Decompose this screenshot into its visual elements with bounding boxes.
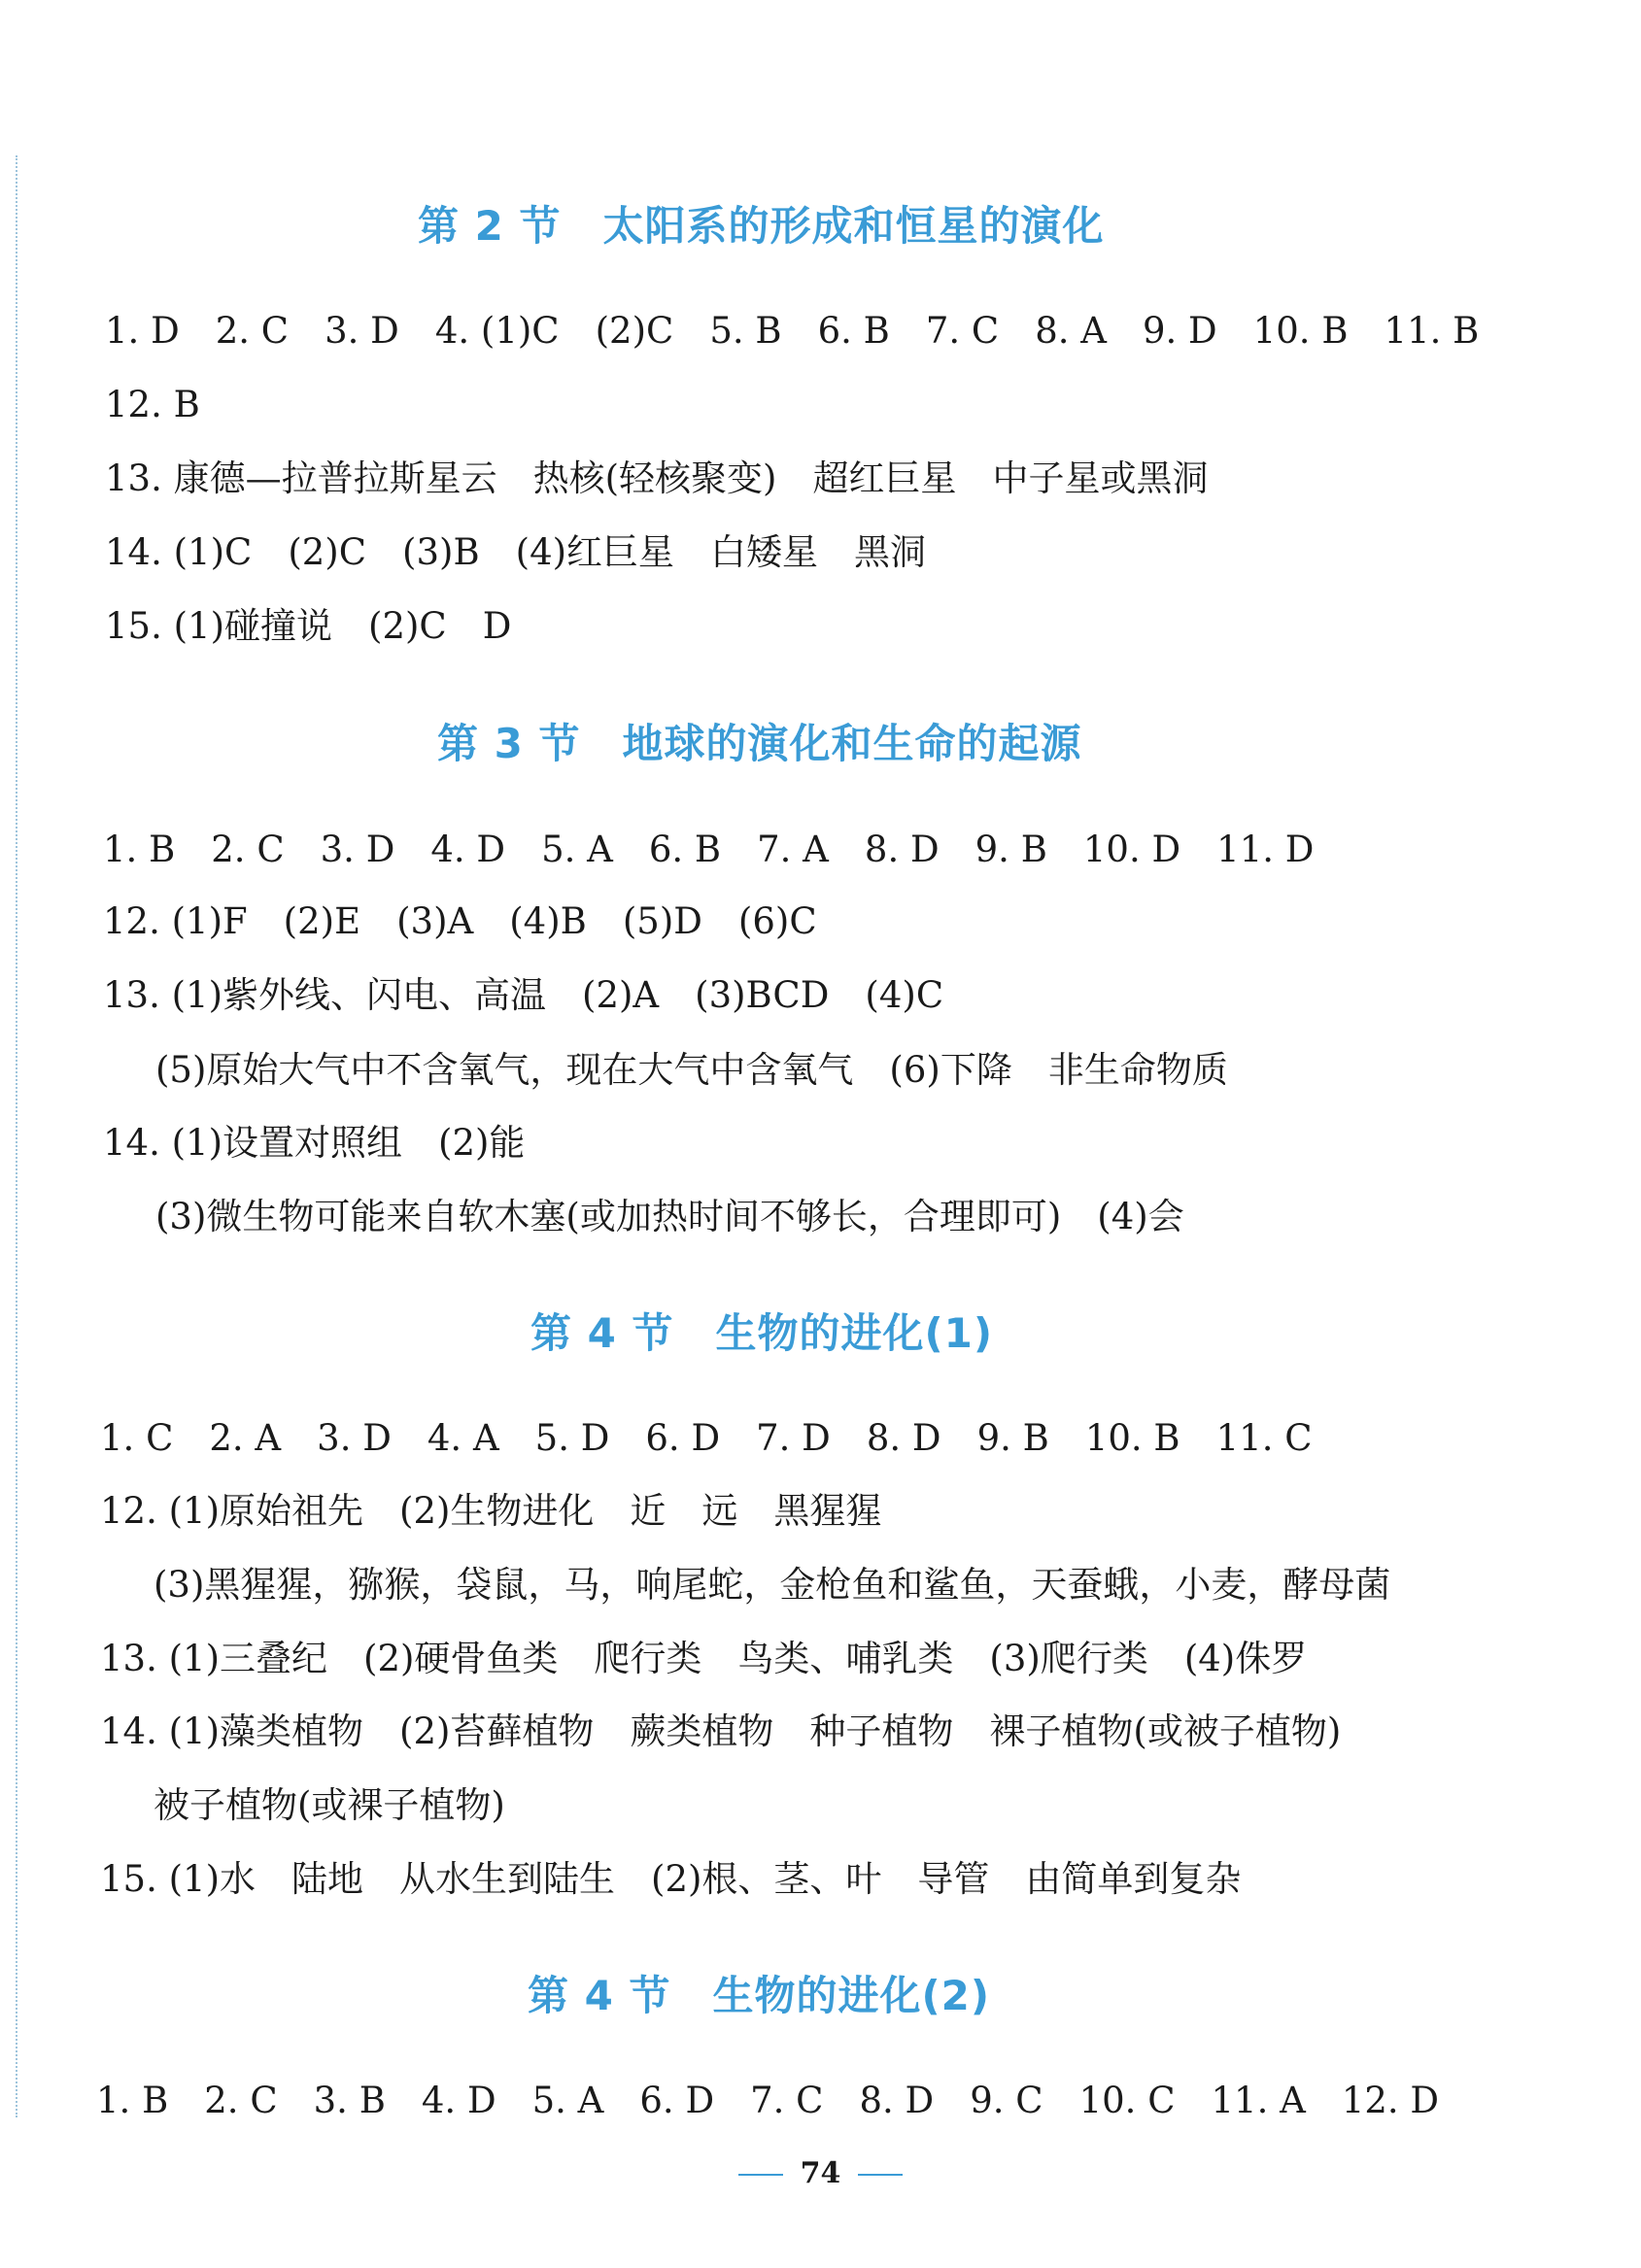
answer-line: 15. (1)碰撞说 (2)C D <box>105 605 512 647</box>
answer-line: 12. (1)原始祖先 (2)生物进化 近 远 黑猩猩 <box>100 1490 882 1532</box>
answer-line: 13. 康德—拉普拉斯星云 热核(轻核聚变) 超红巨星 中子星或黑洞 <box>105 457 1209 499</box>
page-number <box>0 2156 1641 2190</box>
section-title-4-2: 第 4 节 生物的进化(2) <box>528 1972 991 2019</box>
binding-edge-decoration <box>16 155 23 2117</box>
answer-line: (5)原始大气中不含氧气，现在大气中含氧气 (6)下降 非生命物质 <box>155 1049 1228 1091</box>
answer-line: 12. B <box>105 384 200 425</box>
section-title-2: 第 2 节 太阳系的形成和恒星的演化 <box>418 202 1105 250</box>
answer-line: 13. (1)三叠纪 (2)硬骨鱼类 爬行类 鸟类、哺乳类 (3)爬行类 (4)侏罗 <box>100 1638 1308 1679</box>
page-number-value: 74 <box>800 2156 841 2190</box>
answer-line: 1. D 2. C 3. D 4. (1)C (2)C 5. B 6. B 7. C 8. A 9. D 10. B 11. B <box>105 310 1480 352</box>
answer-line: (3)微生物可能来自软木塞(或加热时间不够长，合理即可) (4)会 <box>155 1196 1184 1237</box>
answer-line: (3)黑猩猩，猕猴，袋鼠，马，响尾蛇，金枪鱼和鲨鱼，天蚕蛾，小麦，酵母菌 <box>154 1564 1391 1606</box>
page-number-dash-right <box>858 2174 903 2176</box>
answer-line: 1. B 2. C 3. D 4. D 5. A 6. B 7. A 8. D 9. B 10. D 11. D <box>103 829 1315 870</box>
answer-line: 14. (1)设置对照组 (2)能 <box>103 1122 526 1164</box>
answer-line: 13. (1)紫外线、闪电、高温 (2)A (3)BCD (4)C <box>103 974 944 1016</box>
answer-line: 14. (1)C (2)C (3)B (4)红巨星 白矮星 黑洞 <box>105 531 927 573</box>
answer-line: 被子植物(或裸子植物) <box>154 1784 505 1826</box>
section-title-4-1: 第 4 节 生物的进化(1) <box>530 1309 994 1357</box>
answer-line: 12. (1)F (2)E (3)A (4)B (5)D (6)C <box>103 900 817 942</box>
answer-line: 1. B 2. C 3. B 4. D 5. A 6. D 7. C 8. D 9. C 10. C 11. A 12. D <box>96 2080 1440 2121</box>
section-title-3: 第 3 节 地球的演化和生命的起源 <box>437 720 1082 767</box>
page-number-dash-left <box>738 2174 783 2176</box>
answer-line: 14. (1)藻类植物 (2)苔藓植物 蕨类植物 种子植物 裸子植物(或被子植物) <box>100 1710 1342 1752</box>
answer-line: 1. C 2. A 3. D 4. A 5. D 6. D 7. D 8. D 9. B 10. B 11. C <box>100 1417 1313 1459</box>
answer-line: 15. (1)水 陆地 从水生到陆生 (2)根、茎、叶 导管 由简单到复杂 <box>100 1858 1242 1900</box>
